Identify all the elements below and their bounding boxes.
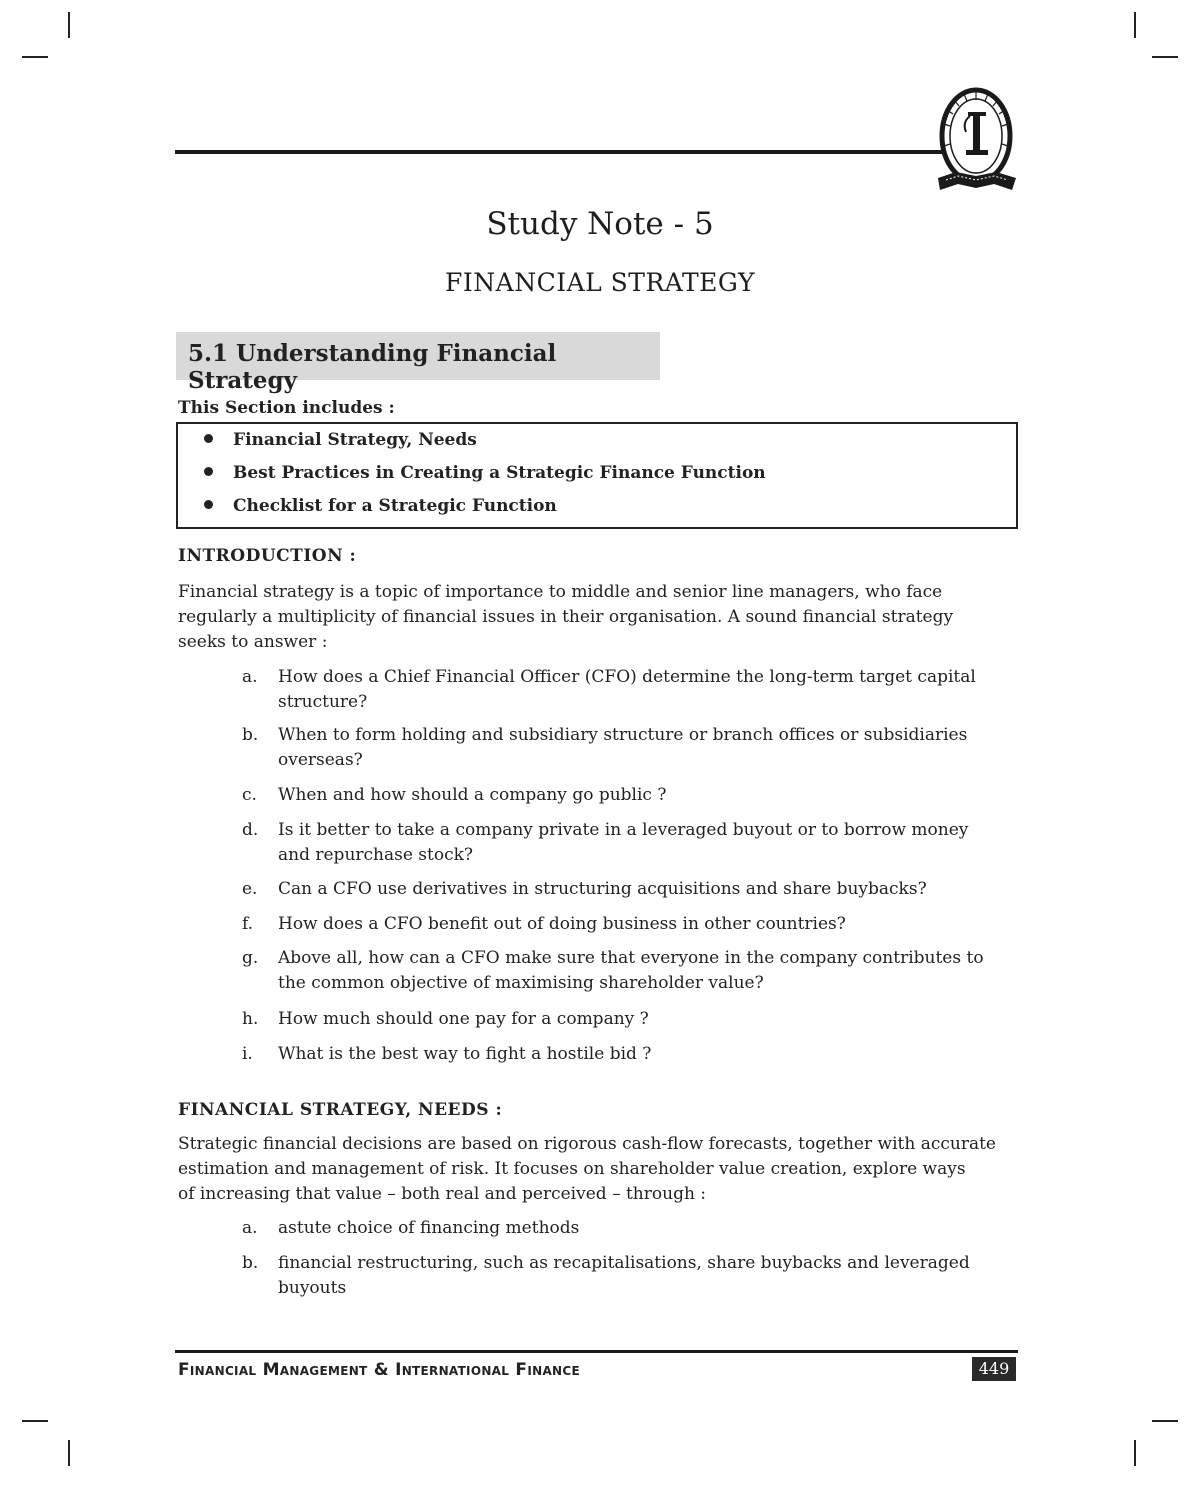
section-heading-box	[176, 332, 660, 394]
list-item: Financial Strategy, Needs	[204, 430, 477, 450]
includes-box	[176, 422, 1018, 529]
footer-rule	[175, 1350, 1018, 1353]
list-item: a. astute choice of financing methods	[242, 1218, 580, 1238]
bullet-icon	[204, 500, 213, 509]
list-item: i. What is the best way to fight a hostile bid ?	[242, 1044, 652, 1064]
list-item: d. Is it better to take a company private in a leveraged buyout or to borrow money and repurchase stock?	[242, 820, 969, 865]
list-item: Checklist for a Strategic Function	[204, 496, 557, 516]
list-item: h. How much should one pay for a company ?	[242, 1009, 649, 1029]
crop-mark	[22, 56, 48, 58]
includes-label: This Section includes :	[178, 398, 395, 418]
list-item: e. Can a CFO use derivatives in structuring acquisitions and share buybacks?	[242, 879, 927, 899]
list-item: b. financial restructuring, such as recapitalisations, share buybacks and leveraged buyouts	[242, 1253, 970, 1298]
header-rule	[175, 150, 945, 154]
crop-mark	[22, 1420, 48, 1422]
list-item: g. Above all, how can a CFO make sure that everyone in the company contributes to the common objective of maximising shareholder value?	[242, 948, 984, 993]
section-heading: 5.1 Understanding Financial Strategy	[188, 340, 557, 394]
introduction-heading: INTRODUCTION :	[178, 546, 357, 566]
bullet-icon	[204, 434, 213, 443]
crop-mark	[1152, 1420, 1178, 1422]
crop-mark	[1134, 12, 1136, 38]
introduction-paragraph: Financial strategy is a topic of importance to middle and senior line managers, who face regularly a multiplicity of financial issues in their organisation. A sound financial strategy seeks to answer :	[178, 582, 954, 652]
bullet-icon	[204, 467, 213, 476]
list-item: a. How does a Chief Financial Officer (CFO) determine the long-term target capital structure?	[242, 667, 976, 712]
needs-heading: FINANCIAL STRATEGY, NEEDS :	[178, 1100, 503, 1120]
list-item: Best Practices in Creating a Strategic Finance Function	[204, 463, 766, 483]
list-item: b. When to form holding and subsidiary structure or branch offices or subsidiaries overseas?	[242, 725, 968, 770]
footer-title: Financial Management & International Finance	[178, 1360, 580, 1380]
list-item: c. When and how should a company go public ?	[242, 785, 667, 805]
crop-mark	[68, 1440, 70, 1466]
page-title: Study Note - 5	[486, 206, 714, 242]
list-item: f. How does a CFO benefit out of doing business in other countries?	[242, 914, 846, 934]
needs-paragraph: Strategic financial decisions are based on rigorous cash-flow forecasts, together with accurate estimation and management of risk. It focuses on shareholder value creation, explore ways of increasing that value – both real and perceived – through :	[178, 1134, 996, 1204]
page-number: 449	[972, 1357, 1016, 1381]
page-subtitle: FINANCIAL STRATEGY	[445, 268, 755, 297]
crop-mark	[1152, 56, 1178, 58]
crop-mark	[68, 12, 70, 38]
crop-mark	[1134, 1440, 1136, 1466]
institute-seal-icon	[936, 86, 1020, 196]
